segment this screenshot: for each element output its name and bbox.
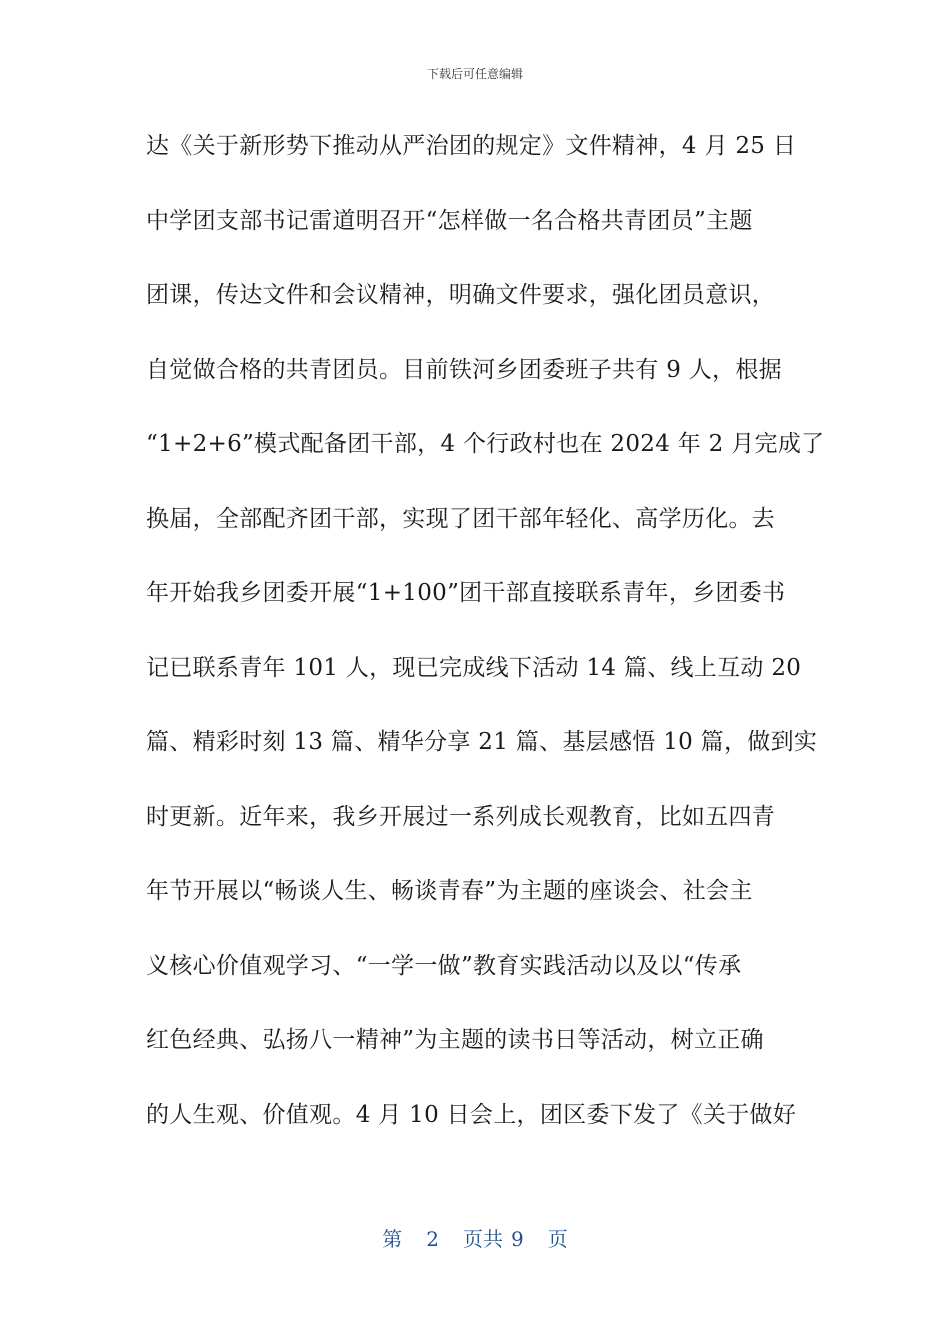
page-label-prefix: 第: [382, 1227, 403, 1251]
paragraph-line: 达《关于新形势下推动从严治团的规定》文件精神，4 月 25 日: [146, 133, 797, 159]
document-body: [146, 124, 825, 1167]
page-label-middle: 页共: [463, 1227, 503, 1251]
paragraph-line: 自觉做合格的共青团员。目前铁河乡团委班子共有 9 人，根据: [146, 356, 782, 383]
paragraph-line: 义核心价值观学习、“一学一做”教育实践活动以及以“传承: [146, 952, 742, 979]
paragraph-line: 的人生观、价值观。4 月 10 日会上，团区委下发了《关于做好: [146, 1101, 797, 1128]
paragraph-line: 年节开展以“畅谈人生、畅谈青春”为主题的座谈会、社会主: [146, 878, 753, 904]
total-pages-number: 9: [511, 1227, 524, 1251]
paragraph-line: 团课，传达文件和会议精神，明确文件要求，强化团员意识，: [146, 282, 776, 308]
paragraph-line: 时更新。近年来，我乡开展过一系列成长观教育，比如五四青: [146, 803, 776, 830]
page-label-suffix: 页: [547, 1227, 568, 1251]
paragraph-line: 篇、精彩时刻 13 篇、精华分享 21 篇、基层感悟 10 篇，做到实: [146, 729, 818, 755]
current-page-number: 2: [426, 1227, 439, 1251]
paragraph-line: 换届，全部配齐团干部，实现了团干部年轻化、高学历化。去: [146, 505, 776, 532]
page-footer: [0, 1226, 950, 1252]
paragraph-line: 年开始我乡团委开展“1+100”团干部直接联系青年，乡团委书: [146, 580, 786, 606]
page-header: 下载后可任意编辑: [426, 67, 523, 81]
paragraph-line: 中学团支部书记雷道明召开“怎样做一名合格共青团员”主题: [146, 207, 753, 234]
paragraph-line: 记已联系青年 101 人，现已完成线下活动 14 篇、线上互动 20: [146, 654, 802, 681]
paragraph-line: “1+2+6”模式配备团干部，4 个行政村也在 2024 年 2 月完成了: [146, 431, 825, 457]
paragraph-line: 红色经典、弘扬八一精神”为主题的读书日等活动，树立正确: [146, 1027, 764, 1053]
